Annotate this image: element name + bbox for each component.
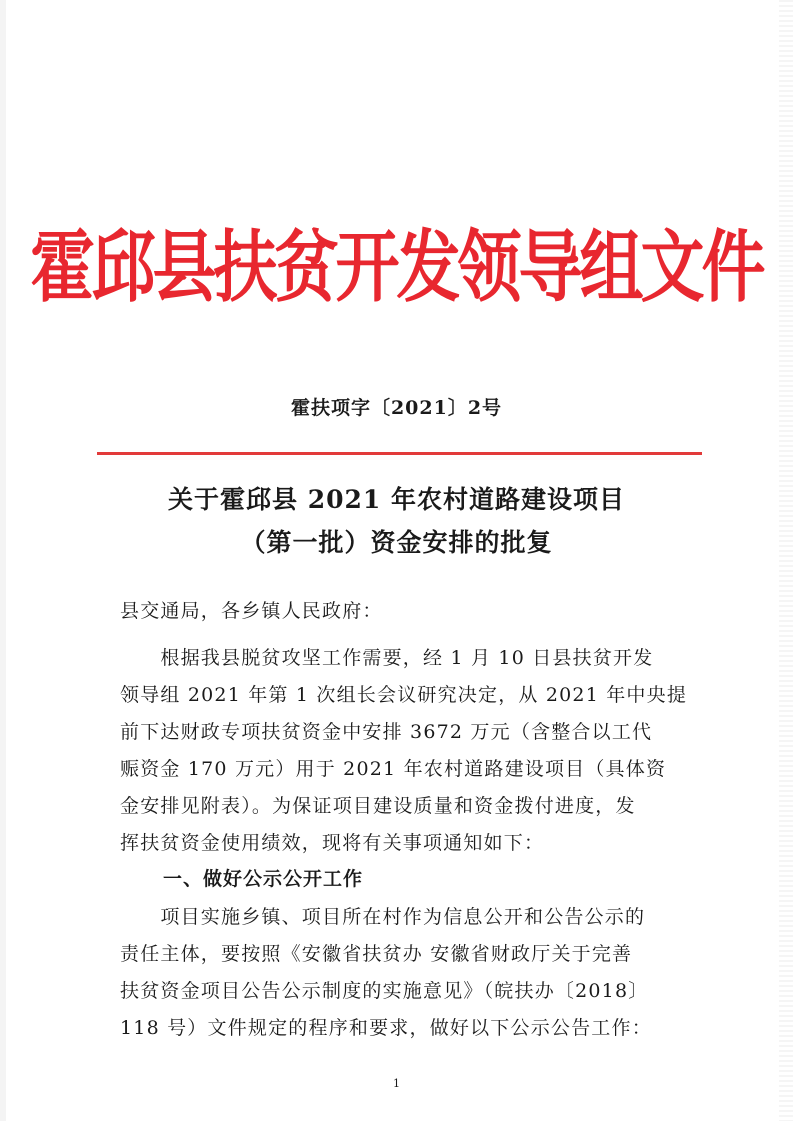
- document-header-title: 霍邱县扶贫开发领导组文件: [30, 223, 763, 314]
- document-title-line-2: （第一批）资金安排的批复: [240, 528, 553, 557]
- addressee: 县交通局，各乡镇人民政府：: [120, 600, 383, 622]
- red-divider-line: [97, 452, 702, 455]
- scan-edge-left: [0, 0, 6, 1121]
- document-number: 霍扶项字〔2021〕2号: [290, 397, 503, 419]
- paragraph-1-line: 金安排见附表）。为保证项目建设质量和资金拨付进度，发: [120, 795, 636, 817]
- section-heading-1: 一、做好公示公开工作: [163, 868, 364, 890]
- paragraph-1-line: 赈资金 170 万元）用于 2021 年农村道路建设项目（具体资: [120, 758, 667, 780]
- document-title-line-1: 关于霍邱县 2021 年农村道路建设项目: [168, 485, 625, 514]
- paragraph-2-line: 责任主体，要按照《安徽省扶贫办 安徽省财政厅关于完善: [120, 943, 633, 965]
- page-number: 1: [393, 1077, 400, 1090]
- scan-edge-right: [779, 0, 793, 1121]
- paragraph-1-line: 前下达财政专项扶贫资金中安排 3672 万元（含整合以工代: [120, 721, 653, 743]
- paragraph-1-line: 挥扶贫资金使用绩效，现将有关事项通知如下：: [120, 832, 545, 854]
- paragraph-1-line: 根据我县脱贫攻坚工作需要，经 1 月 10 日县扶贫开发: [120, 647, 654, 669]
- paragraph-2-line: 项目实施乡镇、项目所在村作为信息公开和公告公示的: [120, 906, 646, 928]
- paragraph-2-line: 118 号）文件规定的程序和要求，做好以下公示公告工作：: [120, 1017, 652, 1039]
- paragraph-2-line: 扶贫资金项目公告公示制度的实施意见》（皖扶办〔2018〕: [120, 980, 649, 1002]
- paragraph-1-line: 领导组 2021 年第 1 次组长会议研究决定，从 2021 年中央提: [120, 684, 688, 706]
